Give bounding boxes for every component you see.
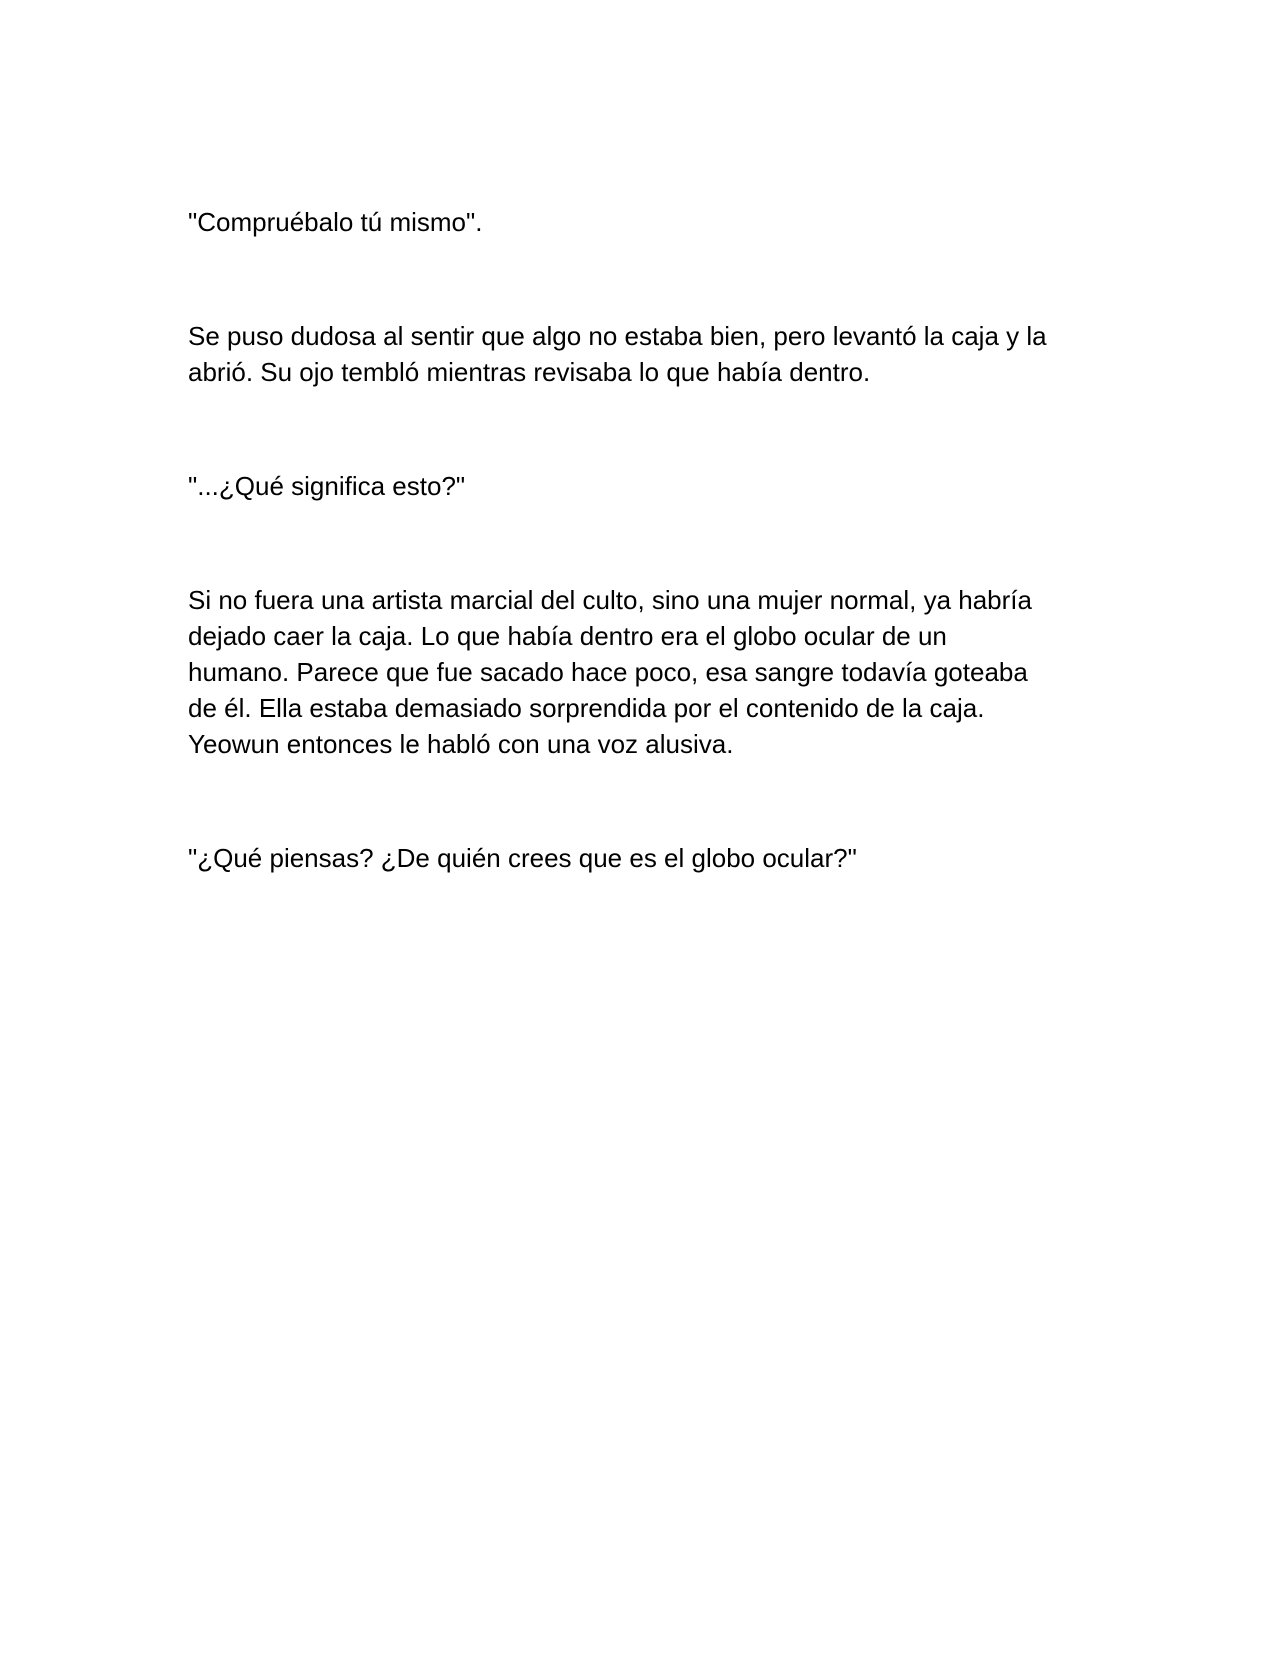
paragraph-dialogue-1: "Compruébalo tú mismo". [188,207,483,237]
paragraph-dialogue-3: "¿Qué piensas? ¿De quién crees que es el globo ocular?" [188,843,857,873]
document-body [188,204,1108,876]
paragraph-narration-1: Se puso dudosa al sentir que algo no estaba bien, pero levantó la caja y la abrió. Su ojo tembló mientras revisaba lo que había dentro. [188,321,1047,387]
paragraph-narration-2: Si no fuera una artista marcial del culto, sino una mujer normal, ya habría dejado caer la caja. Lo que había dentro era el globo ocular de un humano. Parece que fue sacado hace poco, esa sangre todavía goteaba de él. Ella estaba demasiado sorprendida por el contenido de la caja. Yeowun entonces le habló con una voz alusiva. [188,585,1032,759]
paragraph-dialogue-2: "...¿Qué significa esto?" [188,471,466,501]
